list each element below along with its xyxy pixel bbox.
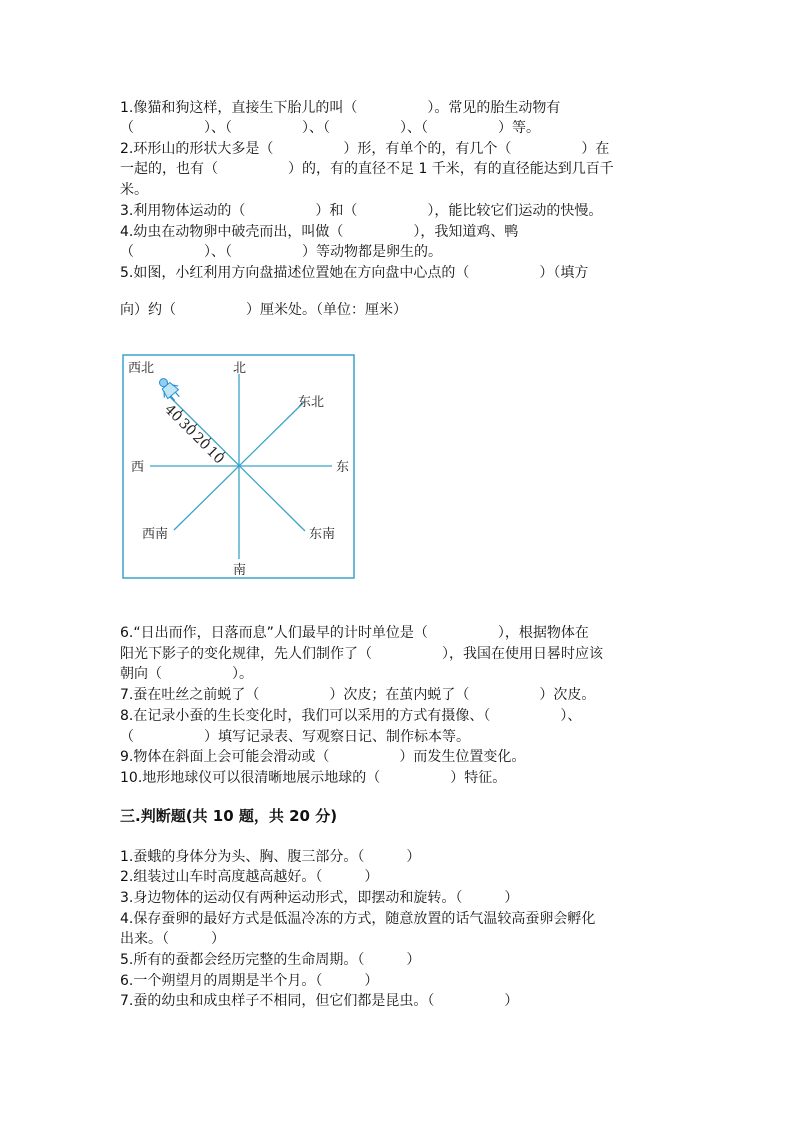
question-2-line-3: 米。 bbox=[120, 182, 148, 198]
label-northeast: 东北 bbox=[298, 395, 325, 410]
label-southeast: 东南 bbox=[309, 527, 336, 542]
question-6-line-1: 6.“日出而作，日落而息”人们最早的计时单位是（ ），根据物体在 bbox=[120, 625, 589, 641]
label-southwest: 西南 bbox=[142, 527, 169, 542]
ruler-label-40: 40 bbox=[161, 401, 186, 426]
judgment-4-line-1: 4.保存蚕卵的最好方式是低温冷冻的方式，随意放置的话气温较高蚕卵会孵化 bbox=[120, 911, 596, 927]
section-3-title: 三.判断题(共 10 题，共 20 分) bbox=[120, 807, 338, 825]
judgment-2: 2.组装过山车时高度越高越好。（ ） bbox=[120, 869, 379, 885]
girl-figure-icon bbox=[154, 374, 184, 405]
judgment-1: 1.蚕蛾的身体分为头、胸、腹三部分。（ ） bbox=[120, 849, 421, 865]
label-northwest: 西北 bbox=[128, 361, 155, 376]
judgment-6: 6.一个朔望月的周期是半个月。（ ） bbox=[120, 973, 379, 989]
judgment-3: 3.身边物体的运动仅有两种运动形式，即摆动和旋转。（ ） bbox=[120, 890, 519, 906]
judgment-4-line-2: 出来。（ ） bbox=[120, 931, 225, 947]
northwest-southeast-axis bbox=[170, 397, 305, 531]
label-south: 南 bbox=[233, 563, 247, 578]
question-8-line-2: （ ）填写记录表、写观察日记、制作标本等。 bbox=[120, 729, 470, 745]
label-east: 东 bbox=[336, 460, 350, 475]
ruler-label-20: 20 bbox=[189, 429, 214, 454]
question-3-line-1: 3.利用物体运动的（ ）和（ ），能比较它们运动的快慢。 bbox=[120, 203, 603, 219]
label-north: 北 bbox=[233, 361, 247, 376]
question-1-line-2: （ ）、（ ）、（ ）、（ ）等。 bbox=[120, 120, 540, 136]
ruler-labels bbox=[161, 402, 227, 468]
question-7-line-1: 7.蚕在吐丝之前蜕了（ ）次皮；在茧内蜕了（ ）次皮。 bbox=[120, 687, 596, 703]
label-west: 西 bbox=[131, 460, 145, 475]
question-9-line-1: 9.物体在斜面上会可能会滑动或（ ）而发生位置变化。 bbox=[120, 749, 526, 765]
ruler-label-10: 10 bbox=[203, 443, 228, 468]
question-5-line-2: 向）约（ ）厘米处。（单位：厘米） bbox=[120, 302, 407, 318]
question-6-line-2: 阳光下影子的变化规律，先人们制作了（ ），我国在使用日晷时应该 bbox=[120, 646, 603, 662]
question-5-line-1: 5.如图，小红利用方向盘描述位置她在方向盘中心点的（ ）（填方 bbox=[120, 265, 589, 281]
question-1-line-1: 1.像猫和狗这样，直接生下胎儿的叫（ ）。常见的胎生动物有 bbox=[120, 100, 561, 116]
question-6-line-3: 朝向（ ）。 bbox=[120, 666, 253, 682]
question-10-line-1: 10.地形地球仪可以很清晰地展示地球的（ ）特征。 bbox=[120, 770, 507, 786]
question-2-line-1: 2.环形山的形状大多是（ ）形，有单个的，有几个（ ）在 bbox=[120, 141, 610, 157]
question-8-line-1: 8.在记录小蚕的生长变化时，我们可以采用的方式有摄像、（ ）、 bbox=[120, 708, 582, 724]
ruler-label-30: 30 bbox=[175, 415, 200, 440]
judgment-7: 7.蚕的幼虫和成虫样子不相同，但它们都是昆虫。（ ） bbox=[120, 993, 519, 1009]
question-4-line-2: （ ）、（ ）等动物都是卵生的。 bbox=[120, 244, 442, 260]
judgment-5: 5.所有的蚕都会经历完整的生命周期。（ ） bbox=[120, 952, 421, 968]
question-2-line-2: 一起的，也有（ ）的，有的直径不足 1 千米，有的直径能达到几百千 bbox=[120, 161, 614, 177]
compass-diagram bbox=[122, 354, 356, 580]
question-4-line-1: 4.幼虫在动物卵中破壳而出，叫做（ ），我知道鸡、鸭 bbox=[120, 224, 519, 240]
